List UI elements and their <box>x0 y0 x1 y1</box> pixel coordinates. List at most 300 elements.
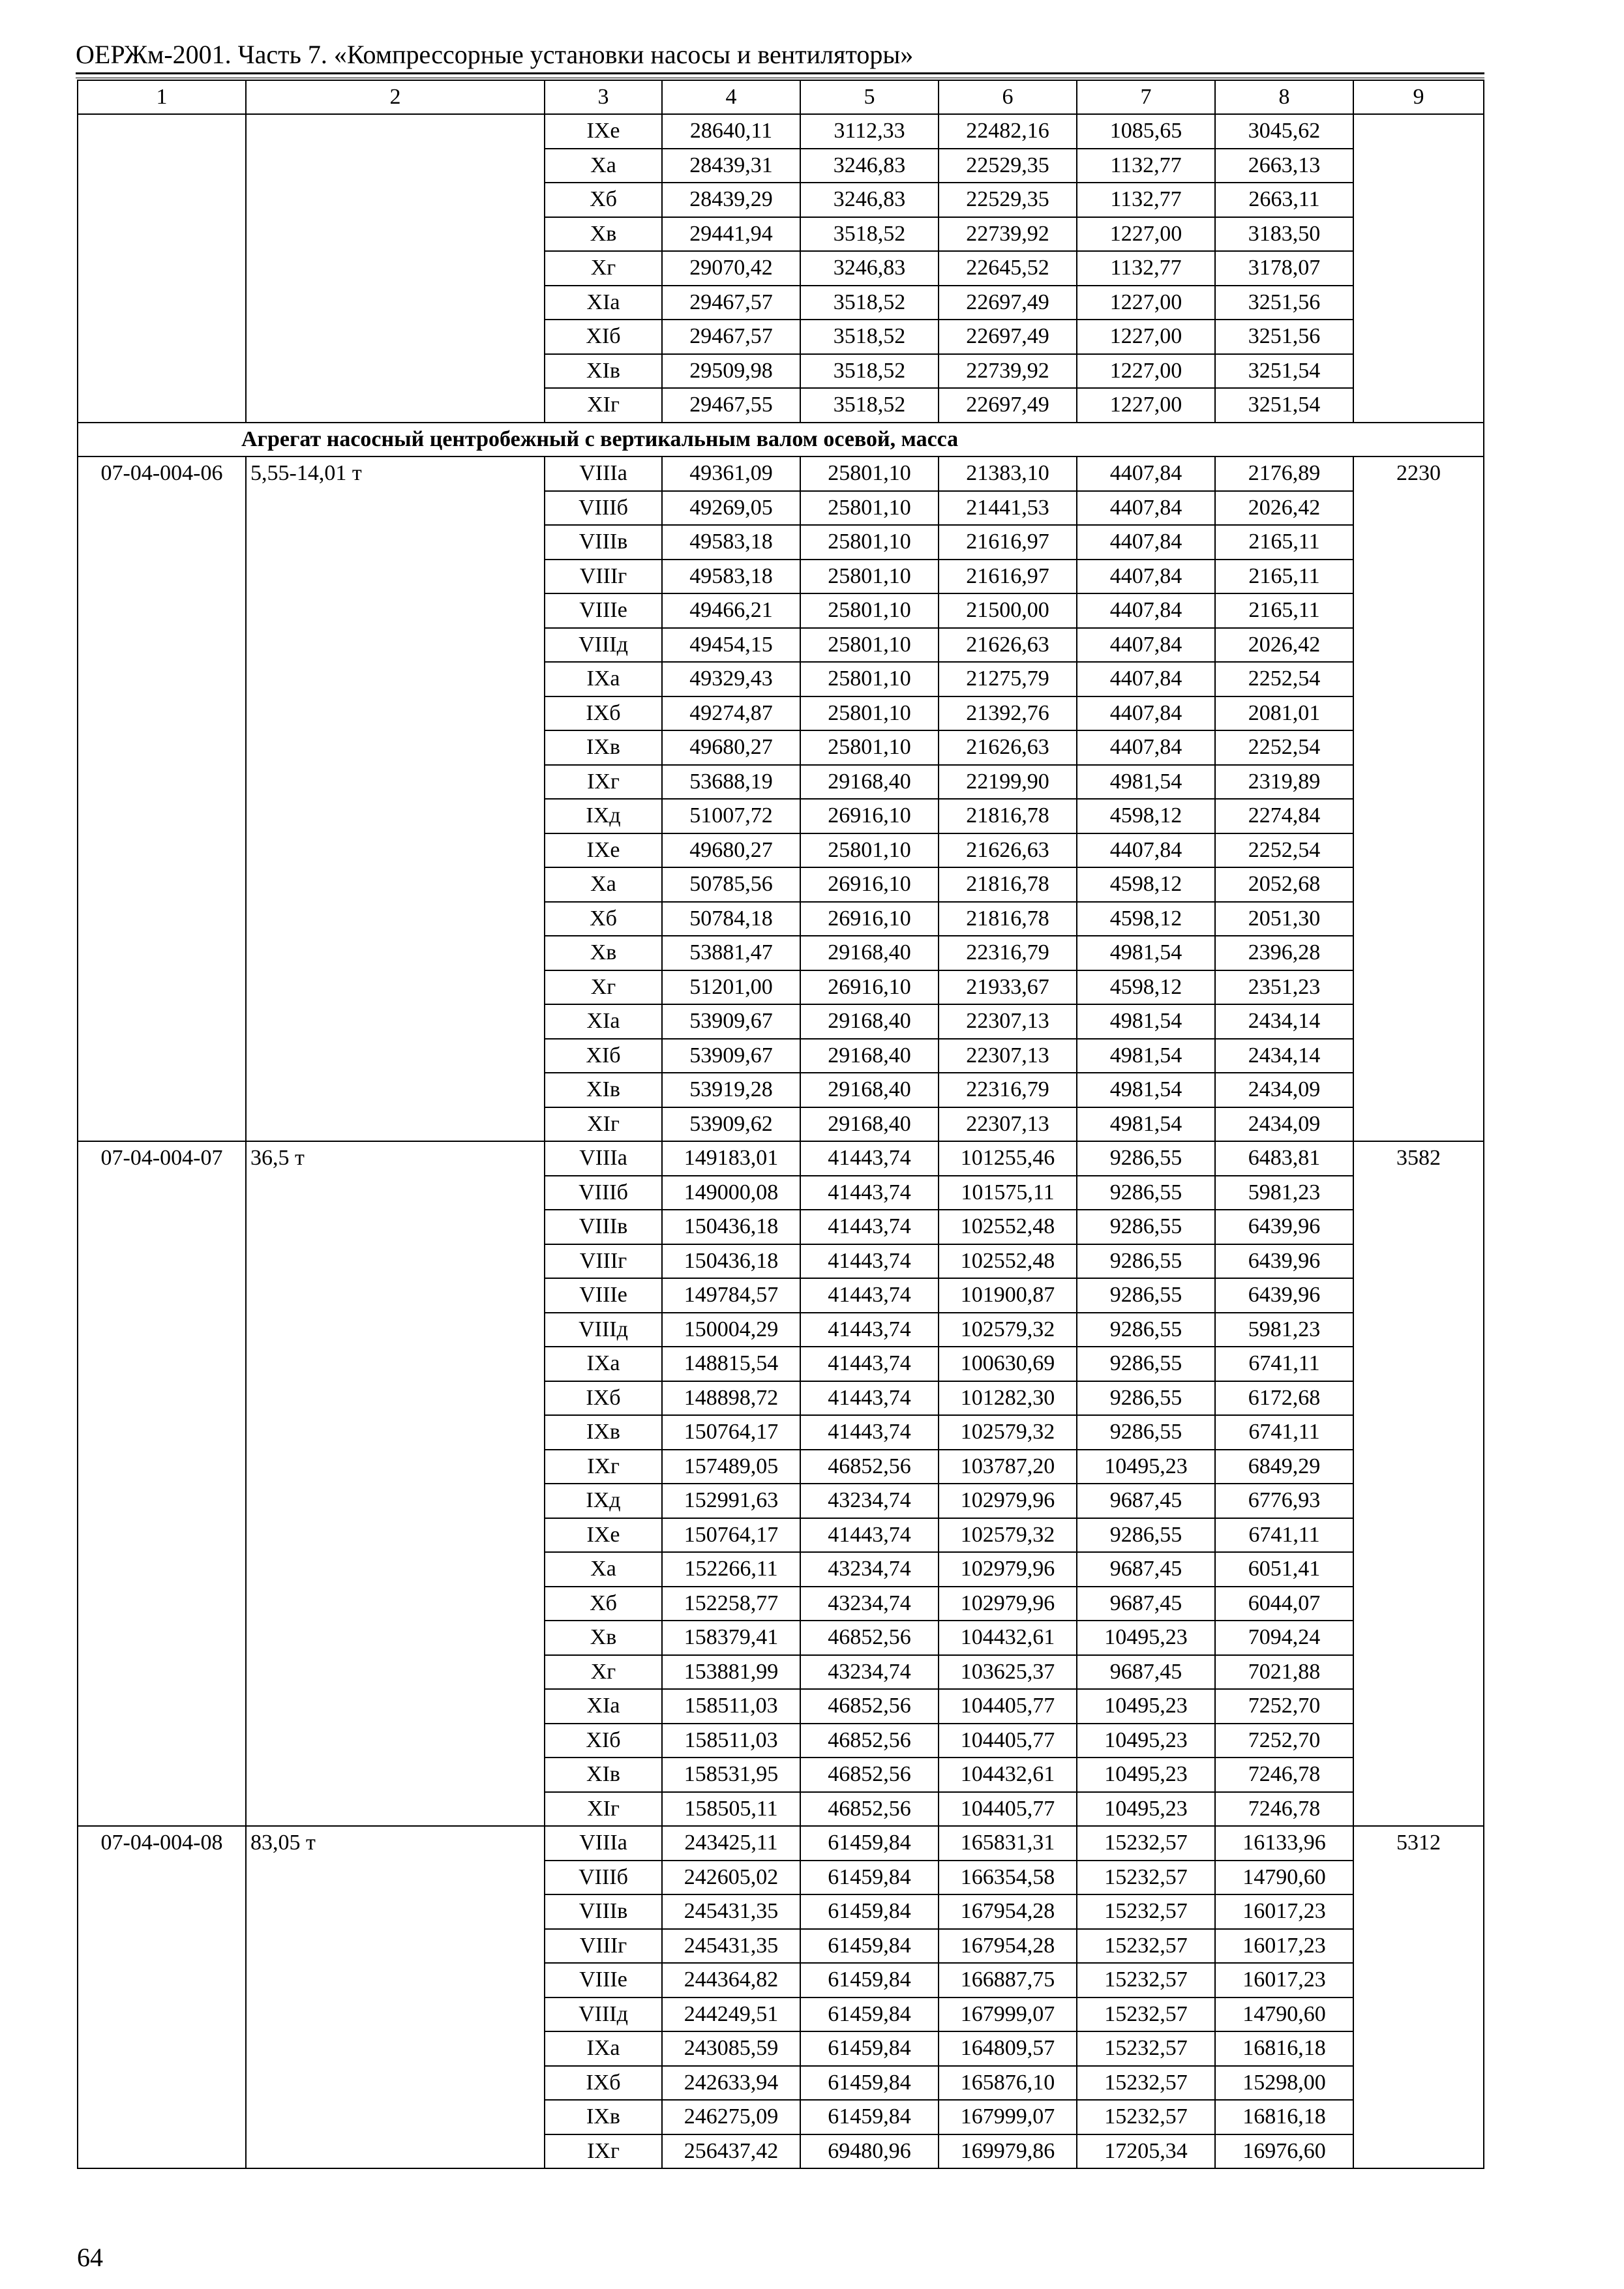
value-cell: 152991,63 <box>662 1484 800 1518</box>
value-cell: IXг <box>545 765 662 800</box>
value-cell: 49466,21 <box>662 593 800 628</box>
rates-table <box>77 80 1484 2169</box>
value-cell: 53919,28 <box>662 1073 800 1107</box>
value-cell: 4981,54 <box>1077 936 1215 970</box>
value-cell: Xа <box>545 149 662 183</box>
value-cell: 4598,12 <box>1077 867 1215 902</box>
value-cell: 15232,57 <box>1077 1997 1215 2032</box>
value-cell: 41443,74 <box>800 1347 939 1381</box>
value-cell: 2252,54 <box>1215 730 1353 765</box>
value-cell: XIг <box>545 388 662 423</box>
value-cell: 22307,13 <box>939 1004 1077 1039</box>
value-cell: Xв <box>545 217 662 252</box>
value-cell: 1227,00 <box>1077 354 1215 389</box>
col9-cell <box>1353 114 1484 423</box>
value-cell: 158531,95 <box>662 1758 800 1792</box>
value-cell: VIIIг <box>545 560 662 594</box>
value-cell: 43234,74 <box>800 1552 939 1587</box>
value-cell: VIIIб <box>545 1176 662 1210</box>
value-cell: 1227,00 <box>1077 286 1215 320</box>
value-cell: 104432,61 <box>939 1758 1077 1792</box>
value-cell: 2252,54 <box>1215 662 1353 696</box>
value-cell: 16816,18 <box>1215 2100 1353 2134</box>
value-cell: 9286,55 <box>1077 1347 1215 1381</box>
value-cell: 102579,32 <box>939 1313 1077 1347</box>
value-cell: 49583,18 <box>662 560 800 594</box>
mass-cell <box>246 114 545 423</box>
value-cell: IXе <box>545 1518 662 1553</box>
value-cell: 50784,18 <box>662 902 800 936</box>
value-cell: 158379,41 <box>662 1621 800 1655</box>
value-cell: 21626,63 <box>939 628 1077 663</box>
value-cell: Xв <box>545 1621 662 1655</box>
value-cell: 25801,10 <box>800 560 939 594</box>
value-cell: 3112,33 <box>800 114 939 149</box>
value-cell: IXд <box>545 1484 662 1518</box>
value-cell: XIв <box>545 1073 662 1107</box>
value-cell: 61459,84 <box>800 1861 939 1895</box>
value-cell: 25801,10 <box>800 525 939 560</box>
value-cell: 41443,74 <box>800 1210 939 1244</box>
value-cell: 100630,69 <box>939 1347 1077 1381</box>
value-cell: 26916,10 <box>800 970 939 1005</box>
value-cell: 9286,55 <box>1077 1415 1215 1450</box>
value-cell: 9286,55 <box>1077 1210 1215 1244</box>
value-cell: 9286,55 <box>1077 1518 1215 1553</box>
value-cell: 41443,74 <box>800 1176 939 1210</box>
item-col9: 3582 <box>1353 1141 1484 1826</box>
value-cell: 150436,18 <box>662 1244 800 1279</box>
value-cell: 2081,01 <box>1215 696 1353 731</box>
value-cell: 10495,23 <box>1077 1724 1215 1758</box>
value-cell: Xа <box>545 1552 662 1587</box>
value-cell: 102552,48 <box>939 1210 1077 1244</box>
value-cell: 25801,10 <box>800 491 939 526</box>
value-cell: 6439,96 <box>1215 1278 1353 1313</box>
value-cell: 25801,10 <box>800 696 939 731</box>
value-cell: 50785,56 <box>662 867 800 902</box>
value-cell: 29467,57 <box>662 286 800 320</box>
value-cell: IXв <box>545 2100 662 2134</box>
value-cell: 46852,56 <box>800 1724 939 1758</box>
value-cell: 41443,74 <box>800 1381 939 1416</box>
value-cell: 15232,57 <box>1077 1894 1215 1929</box>
value-cell: 2252,54 <box>1215 833 1353 868</box>
value-cell: 41443,74 <box>800 1278 939 1313</box>
value-cell: 16017,23 <box>1215 1963 1353 1997</box>
value-cell: 61459,84 <box>800 1997 939 2032</box>
value-cell: 1227,00 <box>1077 320 1215 354</box>
value-cell: IXа <box>545 1347 662 1381</box>
value-cell: 2396,28 <box>1215 936 1353 970</box>
value-cell: VIIIд <box>545 1997 662 2032</box>
value-cell: 169979,86 <box>939 2134 1077 2169</box>
value-cell: 22529,35 <box>939 149 1077 183</box>
value-cell: 1085,65 <box>1077 114 1215 149</box>
value-cell: 49454,15 <box>662 628 800 663</box>
value-cell: 3518,52 <box>800 320 939 354</box>
value-cell: 6776,93 <box>1215 1484 1353 1518</box>
value-cell: 2434,14 <box>1215 1004 1353 1039</box>
value-cell: 2051,30 <box>1215 902 1353 936</box>
value-cell: 4407,84 <box>1077 491 1215 526</box>
value-cell: 3251,56 <box>1215 320 1353 354</box>
value-cell: 243425,11 <box>662 1826 800 1861</box>
value-cell: 3246,83 <box>800 183 939 217</box>
value-cell: Xв <box>545 936 662 970</box>
value-cell: 61459,84 <box>800 2100 939 2134</box>
value-cell: 2434,14 <box>1215 1039 1353 1073</box>
value-cell: VIIIа <box>545 456 662 491</box>
value-cell: 15232,57 <box>1077 1826 1215 1861</box>
value-cell: IXг <box>545 1450 662 1484</box>
value-cell: 150764,17 <box>662 1415 800 1450</box>
column-number: 5 <box>800 80 939 114</box>
value-cell: 21816,78 <box>939 902 1077 936</box>
value-cell: 6483,81 <box>1215 1141 1353 1176</box>
value-cell: 2351,23 <box>1215 970 1353 1005</box>
value-cell: 25801,10 <box>800 833 939 868</box>
value-cell: 1227,00 <box>1077 217 1215 252</box>
item-mass: 83,05 т <box>246 1826 545 2168</box>
value-cell: 22697,49 <box>939 320 1077 354</box>
value-cell: 7252,70 <box>1215 1689 1353 1724</box>
value-cell: 152266,11 <box>662 1552 800 1587</box>
value-cell: IXв <box>545 730 662 765</box>
value-cell: Xб <box>545 1587 662 1621</box>
value-cell: 3178,07 <box>1215 251 1353 286</box>
value-cell: 29467,57 <box>662 320 800 354</box>
value-cell: 3183,50 <box>1215 217 1353 252</box>
value-cell: 22529,35 <box>939 183 1077 217</box>
value-cell: 244364,82 <box>662 1963 800 1997</box>
value-cell: 166887,75 <box>939 1963 1077 1997</box>
item-code: 07-04-004-07 <box>78 1141 246 1826</box>
value-cell: 2434,09 <box>1215 1107 1353 1142</box>
value-cell: 6849,29 <box>1215 1450 1353 1484</box>
value-cell: 6741,11 <box>1215 1415 1353 1450</box>
value-cell: 10495,23 <box>1077 1450 1215 1484</box>
value-cell: 4981,54 <box>1077 1004 1215 1039</box>
value-cell: 61459,84 <box>800 1894 939 1929</box>
value-cell: 51007,72 <box>662 799 800 833</box>
value-cell: 53909,62 <box>662 1107 800 1142</box>
value-cell: 2319,89 <box>1215 765 1353 800</box>
value-cell: 29168,40 <box>800 1039 939 1073</box>
value-cell: 4407,84 <box>1077 525 1215 560</box>
value-cell: 21626,63 <box>939 730 1077 765</box>
value-cell: XIа <box>545 1689 662 1724</box>
value-cell: 5981,23 <box>1215 1176 1353 1210</box>
column-number: 8 <box>1215 80 1353 114</box>
table-row <box>78 456 1484 491</box>
value-cell: 21275,79 <box>939 662 1077 696</box>
value-cell: 10495,23 <box>1077 1758 1215 1792</box>
column-number: 2 <box>246 80 545 114</box>
value-cell: 16816,18 <box>1215 2031 1353 2066</box>
value-cell: 158505,11 <box>662 1792 800 1827</box>
value-cell: 1132,77 <box>1077 149 1215 183</box>
value-cell: 41443,74 <box>800 1415 939 1450</box>
value-cell: 4981,54 <box>1077 765 1215 800</box>
value-cell: 2165,11 <box>1215 593 1353 628</box>
value-cell: 6051,41 <box>1215 1552 1353 1587</box>
value-cell: 61459,84 <box>800 1963 939 1997</box>
section-title: Агрегат насосный центробежный с вертикальным валом осевой, масса <box>78 423 1484 457</box>
value-cell: 149183,01 <box>662 1141 800 1176</box>
value-cell: 22697,49 <box>939 286 1077 320</box>
value-cell: 29467,55 <box>662 388 800 423</box>
value-cell: 4407,84 <box>1077 730 1215 765</box>
value-cell: Xа <box>545 867 662 902</box>
value-cell: 15232,57 <box>1077 1861 1215 1895</box>
value-cell: 104405,77 <box>939 1689 1077 1724</box>
value-cell: 243085,59 <box>662 2031 800 2066</box>
value-cell: 21441,53 <box>939 491 1077 526</box>
value-cell: 166354,58 <box>939 1861 1077 1895</box>
value-cell: 149784,57 <box>662 1278 800 1313</box>
value-cell: 3518,52 <box>800 217 939 252</box>
value-cell: IXа <box>545 662 662 696</box>
value-cell: 49274,87 <box>662 696 800 731</box>
value-cell: 61459,84 <box>800 2031 939 2066</box>
value-cell: 1227,00 <box>1077 388 1215 423</box>
value-cell: 7246,78 <box>1215 1758 1353 1792</box>
value-cell: 22316,79 <box>939 1073 1077 1107</box>
value-cell: 22739,92 <box>939 354 1077 389</box>
value-cell: 167999,07 <box>939 1997 1077 2032</box>
value-cell: 246275,09 <box>662 2100 800 2134</box>
header-rule-thick <box>76 72 1484 74</box>
value-cell: IXг <box>545 2134 662 2169</box>
page-number: 64 <box>77 2243 103 2272</box>
value-cell: 49329,43 <box>662 662 800 696</box>
column-number: 6 <box>939 80 1077 114</box>
value-cell: 22482,16 <box>939 114 1077 149</box>
value-cell: 102979,96 <box>939 1552 1077 1587</box>
value-cell: 4598,12 <box>1077 799 1215 833</box>
value-cell: 3518,52 <box>800 388 939 423</box>
value-cell: 15232,57 <box>1077 2066 1215 2101</box>
value-cell: 22307,13 <box>939 1039 1077 1073</box>
value-cell: 2176,89 <box>1215 456 1353 491</box>
value-cell: 41443,74 <box>800 1313 939 1347</box>
value-cell: 9687,45 <box>1077 1655 1215 1690</box>
value-cell: 4407,84 <box>1077 593 1215 628</box>
value-cell: 242633,94 <box>662 2066 800 2101</box>
value-cell: 4407,84 <box>1077 560 1215 594</box>
value-cell: 2052,68 <box>1215 867 1353 902</box>
value-cell: 46852,56 <box>800 1450 939 1484</box>
value-cell: 3251,56 <box>1215 286 1353 320</box>
item-mass: 5,55-14,01 т <box>246 456 545 1141</box>
column-number: 4 <box>662 80 800 114</box>
value-cell: IXб <box>545 696 662 731</box>
value-cell: 28439,29 <box>662 183 800 217</box>
value-cell: 256437,42 <box>662 2134 800 2169</box>
value-cell: 29168,40 <box>800 936 939 970</box>
value-cell: 10495,23 <box>1077 1689 1215 1724</box>
value-cell: XIа <box>545 1004 662 1039</box>
value-cell: 25801,10 <box>800 730 939 765</box>
value-cell: Xб <box>545 183 662 217</box>
value-cell: 49269,05 <box>662 491 800 526</box>
item-code: 07-04-004-08 <box>78 1826 246 2168</box>
value-cell: 3045,62 <box>1215 114 1353 149</box>
value-cell: Xг <box>545 970 662 1005</box>
value-cell: 14790,60 <box>1215 1997 1353 2032</box>
value-cell: 102979,96 <box>939 1484 1077 1518</box>
value-cell: 10495,23 <box>1077 1792 1215 1827</box>
value-cell: 15232,57 <box>1077 2031 1215 2066</box>
value-cell: 7246,78 <box>1215 1792 1353 1827</box>
item-col9: 5312 <box>1353 1826 1484 2168</box>
value-cell: 157489,05 <box>662 1450 800 1484</box>
value-cell: 9286,55 <box>1077 1141 1215 1176</box>
value-cell: 6741,11 <box>1215 1518 1353 1553</box>
value-cell: 6172,68 <box>1215 1381 1353 1416</box>
value-cell: 3518,52 <box>800 354 939 389</box>
value-cell: 15298,00 <box>1215 2066 1353 2101</box>
value-cell: 9687,45 <box>1077 1552 1215 1587</box>
value-cell: 101900,87 <box>939 1278 1077 1313</box>
value-cell: XIб <box>545 1039 662 1073</box>
value-cell: 6044,07 <box>1215 1587 1353 1621</box>
value-cell: 6439,96 <box>1215 1210 1353 1244</box>
value-cell: 15232,57 <box>1077 1929 1215 1964</box>
value-cell: 103787,20 <box>939 1450 1077 1484</box>
value-cell: 21816,78 <box>939 867 1077 902</box>
value-cell: 149000,08 <box>662 1176 800 1210</box>
value-cell: 148898,72 <box>662 1381 800 1416</box>
value-cell: IXе <box>545 833 662 868</box>
column-number: 3 <box>545 80 662 114</box>
value-cell: VIIIе <box>545 1963 662 1997</box>
value-cell: 29168,40 <box>800 765 939 800</box>
value-cell: 53881,47 <box>662 936 800 970</box>
value-cell: XIг <box>545 1107 662 1142</box>
column-number: 9 <box>1353 80 1484 114</box>
value-cell: 25801,10 <box>800 456 939 491</box>
value-cell: 2165,11 <box>1215 525 1353 560</box>
value-cell: 150004,29 <box>662 1313 800 1347</box>
table-row <box>78 1141 1484 1176</box>
value-cell: VIIIв <box>545 1894 662 1929</box>
item-mass: 36,5 т <box>246 1141 545 1826</box>
value-cell: VIIIв <box>545 525 662 560</box>
value-cell: IXа <box>545 2031 662 2066</box>
value-cell: 4407,84 <box>1077 833 1215 868</box>
table-row <box>78 114 1484 149</box>
value-cell: 10495,23 <box>1077 1621 1215 1655</box>
value-cell: 7252,70 <box>1215 1724 1353 1758</box>
value-cell: VIIIе <box>545 1278 662 1313</box>
value-cell: 9286,55 <box>1077 1176 1215 1210</box>
value-cell: IXв <box>545 1415 662 1450</box>
value-cell: 164809,57 <box>939 2031 1077 2066</box>
value-cell: 43234,74 <box>800 1484 939 1518</box>
value-cell: VIIIд <box>545 1313 662 1347</box>
value-cell: 25801,10 <box>800 662 939 696</box>
value-cell: 167954,28 <box>939 1929 1077 1964</box>
value-cell: 101282,30 <box>939 1381 1077 1416</box>
value-cell: 22645,52 <box>939 251 1077 286</box>
value-cell: 29168,40 <box>800 1004 939 1039</box>
value-cell: 2026,42 <box>1215 628 1353 663</box>
value-cell: 22307,13 <box>939 1107 1077 1142</box>
value-cell: 4981,54 <box>1077 1039 1215 1073</box>
value-cell: 3246,83 <box>800 251 939 286</box>
value-cell: 29441,94 <box>662 217 800 252</box>
value-cell: 46852,56 <box>800 1689 939 1724</box>
value-cell: 22697,49 <box>939 388 1077 423</box>
value-cell: 9687,45 <box>1077 1587 1215 1621</box>
value-cell: 103625,37 <box>939 1655 1077 1690</box>
value-cell: 3246,83 <box>800 149 939 183</box>
item-col9: 2230 <box>1353 456 1484 1141</box>
value-cell: IXб <box>545 1381 662 1416</box>
value-cell: 29168,40 <box>800 1107 939 1142</box>
value-cell: 17205,34 <box>1077 2134 1215 2169</box>
value-cell: 61459,84 <box>800 2066 939 2101</box>
value-cell: 22739,92 <box>939 217 1077 252</box>
value-cell: 61459,84 <box>800 1929 939 1964</box>
value-cell: VIIIг <box>545 1929 662 1964</box>
value-cell: 16133,96 <box>1215 1826 1353 1861</box>
value-cell: 9687,45 <box>1077 1484 1215 1518</box>
value-cell: 244249,51 <box>662 1997 800 2032</box>
value-cell: IXе <box>545 114 662 149</box>
value-cell: XIв <box>545 354 662 389</box>
column-number: 1 <box>78 80 246 114</box>
value-cell: 158511,03 <box>662 1724 800 1758</box>
page-header: ОЕРЖм-2001. Часть 7. «Компрессорные установки насосы и вентиляторы» <box>76 40 914 69</box>
value-cell: 22316,79 <box>939 936 1077 970</box>
value-cell: 2663,13 <box>1215 149 1353 183</box>
value-cell: 49361,09 <box>662 456 800 491</box>
value-cell: 3251,54 <box>1215 354 1353 389</box>
value-cell: 15232,57 <box>1077 1963 1215 1997</box>
value-cell: 53909,67 <box>662 1039 800 1073</box>
value-cell: VIIIе <box>545 593 662 628</box>
value-cell: 41443,74 <box>800 1244 939 1279</box>
value-cell: 69480,96 <box>800 2134 939 2169</box>
value-cell: 21383,10 <box>939 456 1077 491</box>
value-cell: VIIIб <box>545 1861 662 1895</box>
value-cell: 242605,02 <box>662 1861 800 1895</box>
value-cell: 21616,97 <box>939 560 1077 594</box>
value-cell: 26916,10 <box>800 799 939 833</box>
value-cell: 102979,96 <box>939 1587 1077 1621</box>
value-cell: 148815,54 <box>662 1347 800 1381</box>
value-cell: 9286,55 <box>1077 1244 1215 1279</box>
value-cell: 49680,27 <box>662 833 800 868</box>
value-cell: XIг <box>545 1792 662 1827</box>
value-cell: 16017,23 <box>1215 1894 1353 1929</box>
value-cell: 21500,00 <box>939 593 1077 628</box>
value-cell: 22199,90 <box>939 765 1077 800</box>
value-cell: 7094,24 <box>1215 1621 1353 1655</box>
value-cell: 6439,96 <box>1215 1244 1353 1279</box>
value-cell: XIб <box>545 1724 662 1758</box>
value-cell: VIIIд <box>545 628 662 663</box>
value-cell: 4407,84 <box>1077 628 1215 663</box>
value-cell: VIIIг <box>545 1244 662 1279</box>
value-cell: 245431,35 <box>662 1894 800 1929</box>
value-cell: 16017,23 <box>1215 1929 1353 1964</box>
value-cell: 9286,55 <box>1077 1278 1215 1313</box>
value-cell: 25801,10 <box>800 628 939 663</box>
